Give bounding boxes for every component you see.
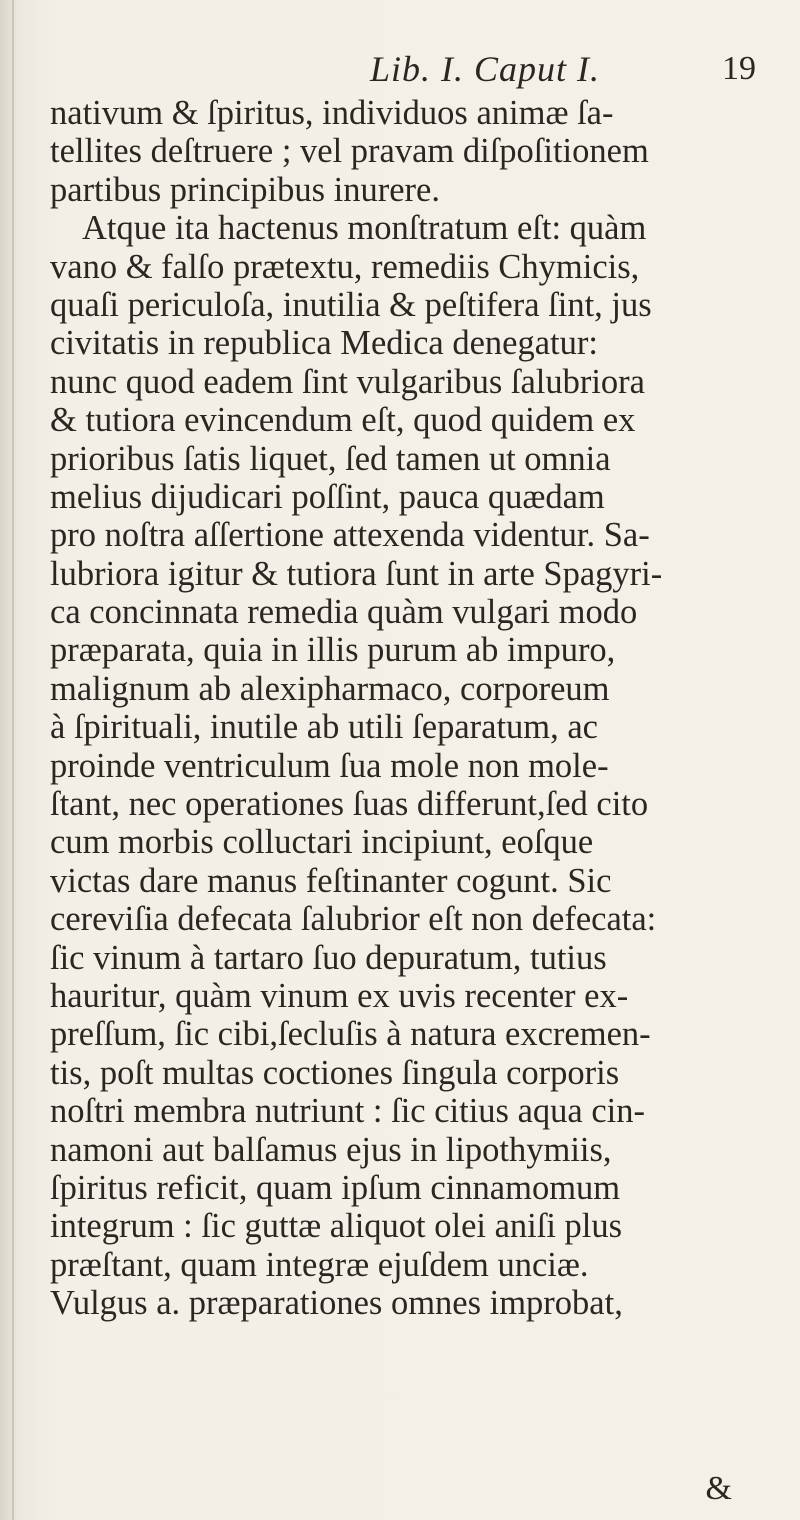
text-line: quaſi periculoſa, inutilia & peſtifera ſint, jus bbox=[50, 285, 652, 324]
body-text bbox=[50, 94, 770, 1323]
running-head bbox=[0, 48, 800, 98]
text-line: lubriora igitur & tutiora ſunt in arte Spagyri- bbox=[50, 554, 663, 593]
text-line: cum morbis colluctari incipiunt, eoſque bbox=[50, 823, 594, 862]
page-number: 19 bbox=[722, 50, 756, 87]
text-line: partibus principibus inurere. bbox=[50, 170, 440, 209]
gutter-shadow bbox=[12, 0, 14, 1520]
text-line: tis, poſt multas coctiones ſingula corporis bbox=[50, 1053, 620, 1092]
text-line: proinde ventriculum ſua mole non mole- bbox=[50, 746, 609, 785]
text-line: noſtri membra nutriunt : ſic citius aqua cin- bbox=[50, 1092, 645, 1131]
text-line: tellites deſtruere ; vel pravam diſpoſitionem bbox=[50, 132, 649, 171]
text-line: preſſum, ſic cibi,ſecluſis à natura excremen- bbox=[50, 1015, 651, 1054]
text-line: hauritur, quàm vinum ex uvis recenter ex- bbox=[50, 976, 629, 1015]
text-line: nunc quod eadem ſint vulgaribus ſalubriora bbox=[50, 362, 645, 401]
text-line: nativum & ſpiritus, individuos animæ ſa- bbox=[50, 94, 614, 132]
text-line: vano & falſo prætextu, remediis Chymicis, bbox=[50, 247, 640, 286]
text-line: ſtant, nec operationes ſuas differunt,ſed cito bbox=[50, 785, 649, 824]
catchword: & bbox=[705, 1470, 732, 1507]
text-line: pro noſtra aſſertione attexenda videntur. Sa- bbox=[50, 516, 650, 555]
text-line: prioribus ſatis liquet, ſed tamen ut omnia bbox=[50, 439, 611, 478]
text-line: melius dijudicari poſſint, pauca quædam bbox=[50, 477, 605, 516]
text-line: præſtant, quam integræ ejuſdem unciæ. bbox=[50, 1245, 589, 1284]
text-line: & tutiora evincendum eſt, quod quidem ex bbox=[50, 401, 636, 440]
text-line: præparata, quia in illis purum ab impuro, bbox=[50, 631, 616, 670]
text-line: namoni aut balſamus ejus in lipothymiis, bbox=[50, 1130, 612, 1169]
text-line: Vulgus a. præparationes omnes improbat, bbox=[50, 1284, 623, 1323]
text-line: cereviſia defecata ſalubrior eſt non defecata: bbox=[50, 900, 657, 939]
paragraph-start-line: Atque ita hactenus monſtratum eſt: quàm bbox=[82, 209, 647, 248]
text-line: ſic vinum à tartaro ſuo depuratum, tutius bbox=[50, 938, 607, 977]
text-line: civitatis in republica Medica denegatur: bbox=[50, 324, 598, 363]
text-line: ca concinnata remedia quàm vulgari modo bbox=[50, 593, 638, 632]
text-line: ſpiritus reficit, quam ipſum cinnamomum bbox=[50, 1168, 621, 1207]
running-head-title: Lib. I. Caput I. bbox=[370, 49, 601, 89]
text-line: integrum : ſic guttæ aliquot olei aniſi plus bbox=[50, 1207, 623, 1246]
text-line: malignum ab alexipharmaco, corporeum bbox=[50, 669, 610, 708]
text-line: à ſpirituali, inutile ab utili ſeparatum, ac bbox=[50, 708, 598, 747]
text-line: victas dare manus feſtinanter cogunt. Sic bbox=[50, 861, 612, 900]
